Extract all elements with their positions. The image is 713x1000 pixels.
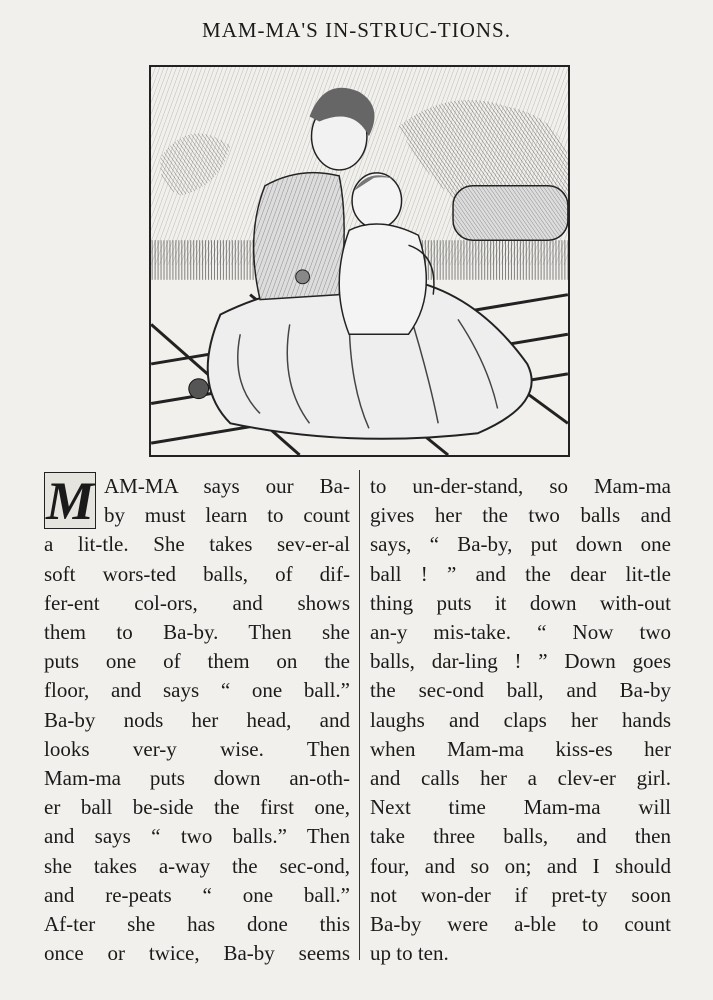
text-line: floor, and says “ one ball.” bbox=[44, 678, 350, 703]
text-line: up to ten. bbox=[370, 941, 449, 966]
text-line: soft wors-ted balls, of dif- bbox=[44, 561, 350, 586]
text-line: thing puts it down with-out bbox=[370, 590, 671, 615]
text-line: gives her the two balls and bbox=[370, 503, 671, 528]
illustration-artwork bbox=[151, 67, 568, 455]
text-line: to un-der-stand, so Mam-ma bbox=[370, 474, 671, 498]
text-line: Af-ter she has done this bbox=[44, 912, 350, 937]
text-line: once or twice, Ba-by seems bbox=[44, 941, 350, 966]
text-line: an-y mis-take. “ Now two bbox=[370, 620, 671, 645]
text-line: says, “ Ba-by, put down one bbox=[370, 532, 671, 557]
text-line: take three balls, and then bbox=[370, 824, 671, 849]
text-line: looks ver-y wise. Then bbox=[44, 736, 350, 761]
text-line: fer-ent col-ors, and shows bbox=[44, 590, 350, 615]
text-line: not won-der if pret-ty soon bbox=[370, 882, 671, 907]
text-line: and calls her a clev-er girl. bbox=[370, 766, 671, 791]
text-line: four, and so on; and I should bbox=[370, 853, 671, 878]
text-column-left bbox=[44, 472, 350, 968]
text-line: and re-peats “ one ball.” bbox=[44, 882, 350, 907]
text-line: she takes a-way the sec-ond, bbox=[44, 853, 350, 878]
text-line: them to Ba-by. Then she bbox=[44, 620, 350, 645]
engraving-illustration bbox=[149, 65, 570, 457]
column-divider bbox=[359, 470, 360, 960]
text-line: a lit-tle. She takes sev-er-al bbox=[44, 532, 350, 557]
text-line: er ball be-side the first one, bbox=[44, 795, 350, 820]
text-line: by must learn to count bbox=[104, 503, 350, 528]
page-title: MAM-MA'S IN-STRUC-TIONS. bbox=[202, 18, 511, 42]
text-line: Ba-by were a-ble to count bbox=[370, 912, 671, 937]
text-line: balls, dar-ling ! ” Down goes bbox=[370, 649, 671, 674]
text-line: Mam-ma puts down an-oth- bbox=[44, 766, 350, 791]
text-line: and says “ two balls.” Then bbox=[44, 824, 350, 849]
text-line: the sec-ond ball, and Ba-by bbox=[370, 678, 671, 703]
text-line: Ba-by nods her head, and bbox=[44, 707, 350, 732]
text-line: Next time Mam-ma will bbox=[370, 795, 671, 820]
text-line: AM-MA says our Ba- bbox=[104, 474, 350, 498]
text-column-right bbox=[370, 472, 671, 968]
text-line: when Mam-ma kiss-es her bbox=[370, 736, 671, 761]
text-line: laughs and claps her hands bbox=[370, 707, 671, 732]
dropcap-glyph: M bbox=[45, 470, 94, 531]
text-line: ball ! ” and the dear lit-tle bbox=[370, 561, 671, 586]
text-line: puts one of them on the bbox=[44, 649, 350, 674]
